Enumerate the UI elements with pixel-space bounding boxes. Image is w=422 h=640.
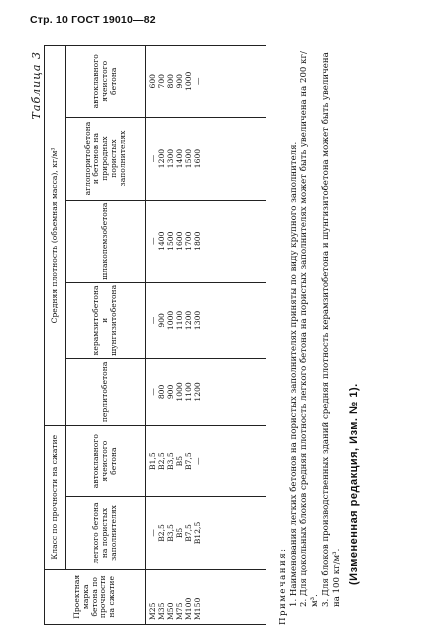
note-item-2: 2. Для цокольных блоков средняя плотность легкого бетона на пористых заполнителях может быть увеличена на 200 кг/м³. bbox=[299, 51, 321, 607]
col-header-light-concrete: легкого бетона на пористых заполнителях bbox=[66, 497, 146, 569]
column-values-keramzit: — 900 1000 1100 1200 1300 bbox=[146, 282, 266, 358]
col-group-strength: Класс по прочности на сжатие bbox=[45, 425, 66, 569]
density-strength-table bbox=[44, 45, 266, 625]
column-values-slag-pumice: — 1400 1500 1600 1700 1800 bbox=[146, 200, 266, 282]
note-item-1: 1. Наименования легких бетонов на пористых заполнителях приняты по виду крупного заполнителя. bbox=[288, 141, 299, 607]
column-values-autoclave-cellular: B1,5 B2,5 B3,5 B5 B7,5 — bbox=[146, 425, 266, 496]
note-item-3: 3. Для блоков производственных зданий средняя плотность керамзитобетона и шунгизитобетона может быть увеличена на 100 кг/м³. bbox=[320, 52, 342, 607]
col-header-keramzit: керамзитобетона и шунгизитобетона bbox=[66, 282, 146, 358]
rotated-table-block bbox=[30, 45, 390, 625]
col-header-perlite: перлитобетона bbox=[66, 358, 146, 425]
table-caption: Таблица 3 bbox=[30, 51, 43, 120]
col-header-slag-pumice: шлакопемзобетона bbox=[66, 200, 146, 282]
column-values-agloporite: — 1200 1300 1400 1500 1600 bbox=[146, 117, 266, 200]
column-values-autoclave-density: 600 700 800 900 1000 — bbox=[146, 46, 266, 118]
col-group-density: Средняя плотность (объемная масса), кг/м³ bbox=[45, 46, 66, 426]
notes-title: Примечания: bbox=[278, 547, 288, 625]
column-values-grade: M25 M35 M50 M75 M100 M150 bbox=[146, 569, 266, 624]
notes-block bbox=[278, 45, 342, 625]
edition-note: (Измененная редакция, Изм. № 1). bbox=[348, 383, 360, 585]
col-header-grade: Проектная марка бетона по прочности на сжатие bbox=[45, 569, 146, 624]
column-values-light-concrete: — B2,5 B3,5 B5 B7,5 B12,5 bbox=[146, 497, 266, 569]
page-header: Стр. 10 ГОСТ 19010—82 bbox=[30, 14, 156, 26]
column-values-perlite: — 800 900 1000 1100 1200 bbox=[146, 358, 266, 425]
col-header-autoclave-cellular: автоклавного ячеистого бетона bbox=[66, 425, 146, 496]
col-header-agloporite: аглопоритобетона и бетонов на природных пористых заполнителях bbox=[66, 117, 146, 200]
col-header-autoclave-density: автоклавного ячеистого бетона bbox=[66, 46, 146, 118]
